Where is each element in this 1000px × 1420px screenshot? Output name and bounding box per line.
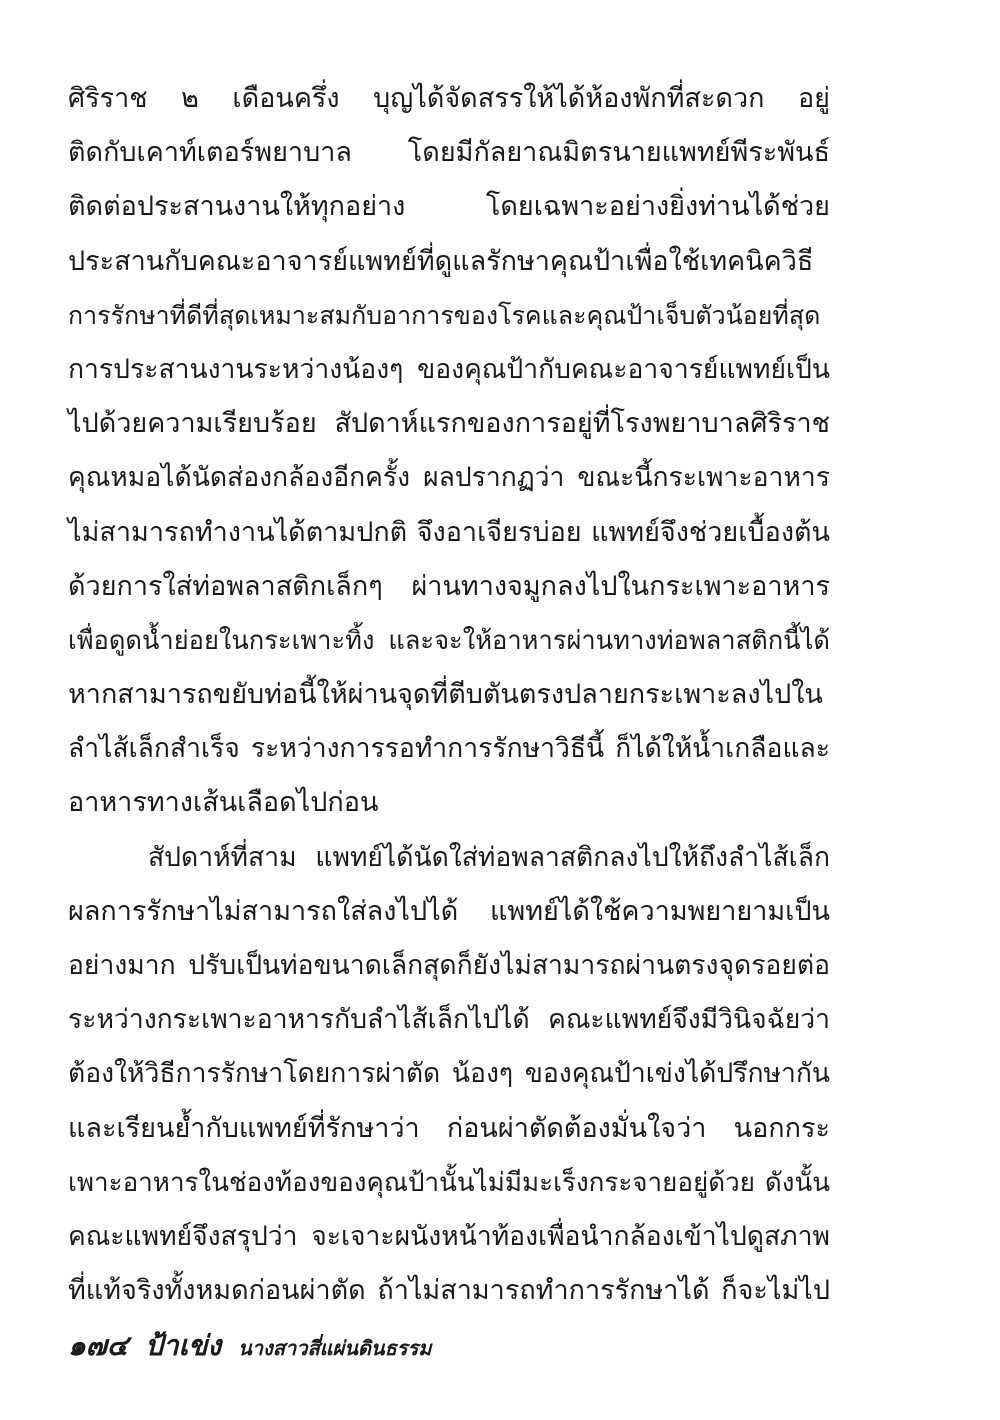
- text-line: คณะแพทย์จึงสรุปว่า จะเจาะผนังหน้าท้องเพื่อนำกล้องเข้าไปดูสภาพ: [68, 1220, 830, 1252]
- page-number: ๑๗๔: [68, 1329, 129, 1362]
- text-line: สัปดาห์ที่สาม แพทย์ได้นัดใส่ท่อพลาสติกลงไปให้ถึงลำไส้เล็ก: [148, 841, 830, 873]
- text-line: ติดกับเคาท์เตอร์พยาบาล โดยมีกัลยาณมิตรนายแพทย์พีระพันธ์: [68, 137, 830, 169]
- text-line: ไม่สามารถทำงานได้ตามปกติ จึงอาเจียรบ่อย แพทย์จึงช่วยเบื้องต้น: [68, 516, 830, 548]
- page-footer: [68, 1326, 431, 1366]
- text-line: การประสานงานระหว่างน้องๆ ของคุณป้ากับคณะอาจารย์แพทย์เป็น: [68, 353, 830, 385]
- text-line: อาหารทางเส้นเลือดไปก่อน: [68, 787, 379, 819]
- text-line: การรักษาที่ดีที่สุดเหมาะสมกับอาการของโรคและคุณป้าเจ็บตัวน้อยที่สุด: [68, 300, 821, 330]
- text-line: เพาะอาหารในช่องท้องของคุณป้านั้นไม่มีมะเร็งกระจายอยู่ด้วย ดังนั้น: [68, 1167, 830, 1198]
- text-line: คุณหมอได้นัดส่องกล้องอีกครั้ง ผลปรากฏว่า ขณะนี้กระเพาะอาหาร: [68, 462, 830, 494]
- text-line: ผลการรักษาไม่สามารถใส่ลงไปได้ แพทย์ได้ใช้ความพยายามเป็น: [68, 895, 830, 927]
- text-line: ประสานกับคณะอาจารย์แพทย์ที่ดูแลรักษาคุณป้าเพื่อใช้เทคนิควิธี: [68, 245, 814, 277]
- text-line: ศิริราช ๒ เดือนครึ่ง บุญได้จัดสรรให้ได้ห้องพักที่สะดวก อยู่: [68, 83, 830, 114]
- paragraph-1: [68, 72, 830, 831]
- body-text: [68, 72, 830, 1318]
- text-line: และเรียนย้ำกับแพทย์ที่รักษาว่า ก่อนผ่าตัดต้องมั่นใจว่า นอกกระ: [68, 1112, 830, 1144]
- text-line: ด้วยการใส่ท่อพลาสติกเล็กๆ ผ่านทางจมูกลงไปในกระเพาะอาหาร: [68, 570, 830, 602]
- text-line: ไปด้วยความเรียบร้อย สัปดาห์แรกของการอยู่ที่โรงพยาบาลศิริราช: [68, 408, 830, 440]
- text-line: หากสามารถขยับท่อนี้ให้ผ่านจุดที่ตีบตันตรงปลายกระเพาะลงไปใน: [68, 679, 823, 711]
- text-line: อย่างมาก ปรับเป็นท่อขนาดเล็กสุดก็ยังไม่สามารถผ่านตรงจุดรอยต่อ: [68, 950, 830, 981]
- text-line: เพื่อดูดน้ำย่อยในกระเพาะทิ้ง และจะให้อาหารผ่านทางท่อพลาสติกนี้ได้: [68, 625, 830, 656]
- text-line: ที่แท้จริงทั้งหมดก่อนผ่าตัด ถ้าไม่สามารถทำการรักษาได้ ก็จะไม่ไป: [68, 1275, 830, 1307]
- paragraph-2: [68, 831, 830, 1319]
- text-line: ลำไส้เล็กสำเร็จ ระหว่างการรอทำการรักษาวิธีนี้ ก็ได้ให้น้ำเกลือและ: [68, 733, 830, 765]
- text-line: ต้องให้วิธีการรักษาโดยการผ่าตัด น้องๆ ของคุณป้าเข่งได้ปรึกษากัน: [68, 1058, 830, 1090]
- book-subtitle: นางสาวสี่แผ่นดินธรรม: [238, 1336, 432, 1360]
- text-line: ระหว่างกระเพาะอาหารกับลำไส้เล็กไปได้ คณะแพทย์จึงมีวินิจฉัยว่า: [68, 1004, 830, 1036]
- book-title: ป้าเข่ง: [145, 1329, 222, 1362]
- text-line: ติดต่อประสานงานให้ทุกอย่าง โดยเฉพาะอย่างยิ่งท่านได้ช่วย: [68, 191, 830, 223]
